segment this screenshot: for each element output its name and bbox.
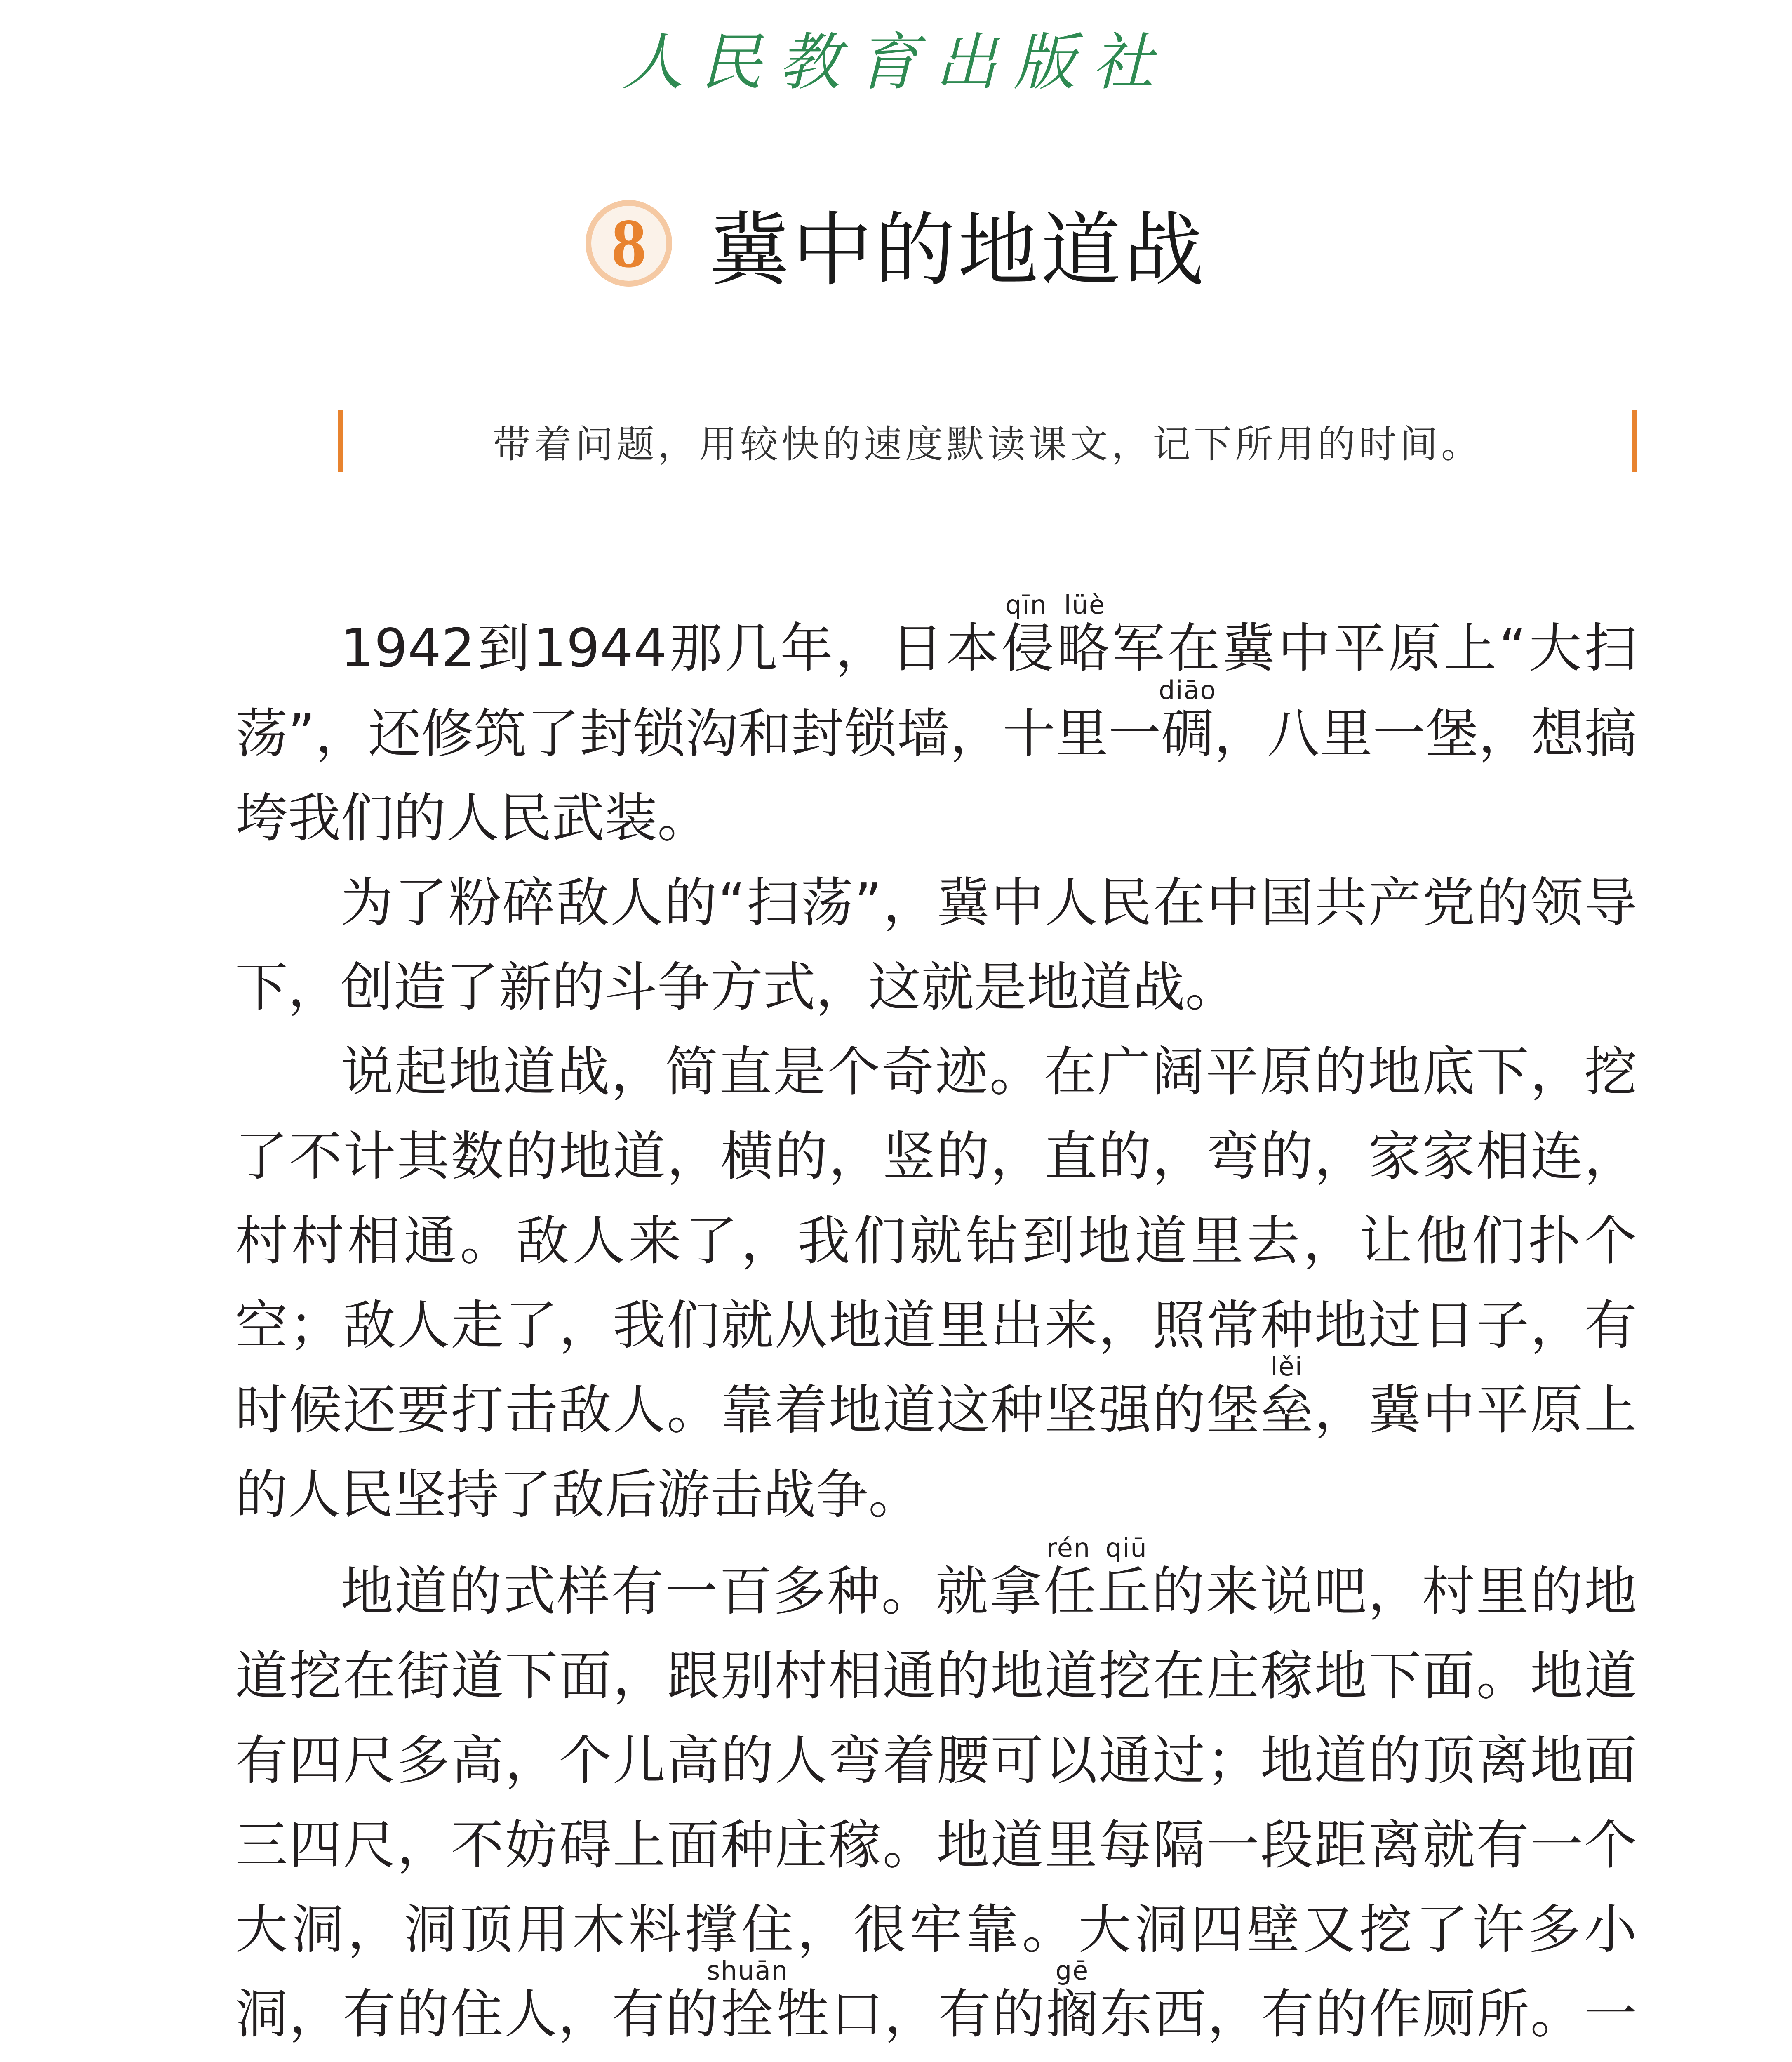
text-run: 东西，有的作厕所。一 [1100, 1984, 1637, 2045]
pinyin-annotated-word [1260, 1351, 1315, 1441]
annotated-word: 碉 [1158, 703, 1217, 765]
pinyin-annotated-word [1158, 675, 1217, 765]
pinyin: gē [1046, 1956, 1099, 1986]
text-run: 地道的式样有一百多种。就拿 [341, 1561, 1044, 1622]
lesson-title: 冀中的地道战 [709, 203, 1206, 297]
pinyin-annotated-word [1001, 590, 1112, 679]
prompt-right-bar [1632, 410, 1637, 472]
annotated-word: 搁 [1046, 1984, 1100, 2045]
text-run: 牲口，有的 [776, 1984, 1046, 2045]
text-run: 的来说吧，村里的地道挖在街道下面，跟别村相通的地道挖在庄稼地下面。地道有四尺多高，个儿高的人弯着腰可以通过；地道的顶离地面三四尺，不妨碍上面种庄稼。地道里每隔一段距离就有一个大洞，洞顶用木料撑住，很牢靠。大洞四壁又挖了许多小洞，有的住人，有的 [235, 1561, 1637, 2045]
text-run: ，冀中平原上的人民坚持了敌后游击战争。 [235, 1379, 1637, 1525]
annotated-word: 垒 [1260, 1379, 1315, 1441]
text-run: 说起地道战，简直是个奇迹。在广阔平原的地底下，挖了不计其数的地道，横的，竖的，直的，弯的，家家相连，村村相通。敌人来了，我们就钻到地道里去，让他们扑个空；敌人走了，我们就从地道里出来，照常种地过日子，有时候还要打击敌人。靠着地道这种坚强的堡 [235, 1041, 1637, 1441]
pinyin-annotated-word [1046, 1956, 1100, 2045]
annotated-word: 拴 [706, 1984, 789, 2045]
text-run: ，八里一堡，想搞垮我们的人民武装。 [235, 703, 1637, 849]
pinyin: qīn lüè [1001, 590, 1110, 620]
pinyin: diāo [1158, 675, 1217, 705]
pinyin: shuān [706, 1956, 789, 1986]
prompt-left-bar [338, 410, 343, 472]
paragraph [235, 1533, 1637, 2062]
pinyin: lěi [1260, 1351, 1313, 1382]
annotated-word: 任丘 [1043, 1561, 1152, 1622]
lesson-number-badge [586, 200, 672, 287]
text-run: 为了粉碎敌人的“扫荡”，冀中人民在中国共产党的领导下，创造了新的斗争方式，这就是地道战。 [235, 872, 1637, 1018]
pinyin-annotated-word [706, 1956, 789, 2045]
lesson-header [0, 186, 1792, 301]
text-run: 1942到1944那几年，日本 [341, 618, 1002, 679]
reading-prompt-box [338, 406, 1637, 476]
pinyin-annotated-word [1043, 1533, 1152, 1622]
text-run: 军在冀中平原上“大扫荡”，还修筑了封锁沟和封锁墙，十里一 [235, 618, 1637, 765]
reading-prompt: 带着问题，用较快的速度默读课文，记下所用的时间。 [492, 422, 1482, 466]
lesson-number: 8 [611, 205, 647, 282]
paragraph [235, 590, 1637, 861]
paragraph [235, 1030, 1637, 1537]
lesson-body [235, 590, 1637, 2062]
paragraph [235, 861, 1637, 1030]
pinyin: rén qiū [1043, 1533, 1150, 1563]
annotated-word: 侵略 [1001, 618, 1112, 679]
publisher-logo-top: 人民教育出版社 [621, 27, 1170, 99]
